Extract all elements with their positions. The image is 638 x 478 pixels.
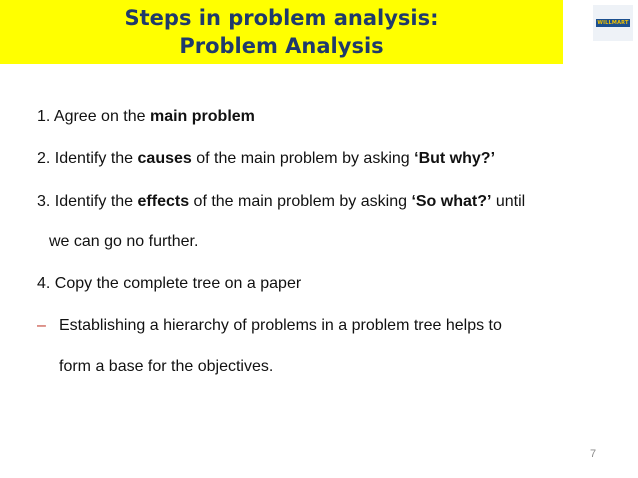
item3-bold-question: ‘So what?’ <box>411 193 492 210</box>
item3-suffix: until <box>491 193 526 210</box>
page-number: 7 <box>590 448 597 460</box>
logo-text: WILLMART <box>597 20 629 26</box>
item2-prefix: 2. Identify the <box>37 150 138 167</box>
slide-title-line-1: Steps in problem analysis: <box>124 6 439 30</box>
item1-prefix: 1. Agree on the <box>37 108 150 125</box>
item1-bold: main problem <box>149 108 255 125</box>
sub-item-text: Establishing a hierarchy of problems in a problem tree helps to <box>59 317 502 334</box>
company-logo-icon <box>593 5 633 41</box>
list-item-3 <box>37 192 525 212</box>
item2-mid: of the main problem by asking <box>191 150 415 167</box>
dash-bullet: – <box>37 317 46 334</box>
item3-prefix: 3. Identify the <box>37 193 138 210</box>
item2-bold-causes: causes <box>137 150 192 167</box>
list-item-1 <box>37 107 255 127</box>
list-item-2 <box>37 149 495 169</box>
item3-bold-effects: effects <box>137 193 190 210</box>
slide-title-line-2: Problem Analysis <box>179 34 384 58</box>
list-item-4: 4. Copy the complete tree on a paper <box>37 275 302 292</box>
item2-bold-question: ‘But why?’ <box>414 150 496 167</box>
list-item-3-continuation: we can go no further. <box>49 233 199 250</box>
item3-mid: of the main problem by asking <box>189 193 412 210</box>
title-banner <box>0 0 563 64</box>
sub-item <box>37 316 502 336</box>
sub-item-continuation: form a base for the objectives. <box>59 358 274 375</box>
